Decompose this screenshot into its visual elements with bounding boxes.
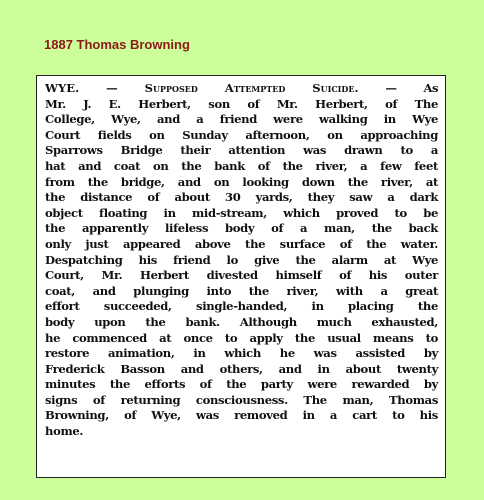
article-line: he commenced at once to apply the usual means to — [45, 330, 438, 345]
article-headline: WYE. — Supposed Attempted Suicide. — — [45, 81, 398, 95]
article-line: only just appeared above the surface of the water. — [45, 236, 438, 251]
article-line — [45, 81, 438, 97]
article-line: Mr. J. E. Herbert, son of Mr. Herbert, of The — [45, 96, 438, 111]
article-line: minutes the efforts of the party were rewarded by — [45, 377, 438, 392]
article-line: from the bridge, and on looking down the river, at — [45, 174, 438, 189]
article-line-text: As — [423, 81, 438, 95]
article-line: object floating in mid-stream, which proved to be — [45, 205, 438, 220]
article-line: restore animation, in which he was assisted by — [45, 346, 438, 361]
article-line: Despatching his friend lo give the alarm at Wye — [45, 252, 438, 267]
article-line: hat and coat on the bank of the river, a few feet — [45, 158, 438, 173]
article-line: effort succeeded, single-handed, in placing the — [45, 299, 438, 314]
article-line: the distance of about 30 yards, they saw a dark — [45, 190, 438, 205]
article-line: Court fields on Sunday afternoon, on approaching — [45, 127, 438, 142]
article-line: College, Wye, and a friend were walking in Wye — [45, 112, 438, 127]
article-line: the apparently lifeless body of a man, the back — [45, 221, 438, 236]
article-line: Frederick Basson and others, and in about twenty — [45, 361, 438, 376]
article-line: signs of returning consciousness. The man, Thomas — [45, 392, 438, 407]
newspaper-clipping — [36, 75, 446, 478]
article-line: Sparrows Bridge their attention was drawn to a — [45, 143, 438, 158]
article-line: body upon the bank. Although much exhausted, — [45, 314, 438, 329]
article-line: Browning, of Wye, was removed in a cart to his — [45, 408, 438, 423]
page-title: 1887 Thomas Browning — [44, 37, 190, 52]
article-line: coat, and plunging into the river, with a great — [45, 283, 438, 298]
article-line: home. — [45, 424, 84, 439]
article-text — [45, 81, 438, 440]
article-line: Court, Mr. Herbert divested himself of his outer — [45, 268, 438, 283]
